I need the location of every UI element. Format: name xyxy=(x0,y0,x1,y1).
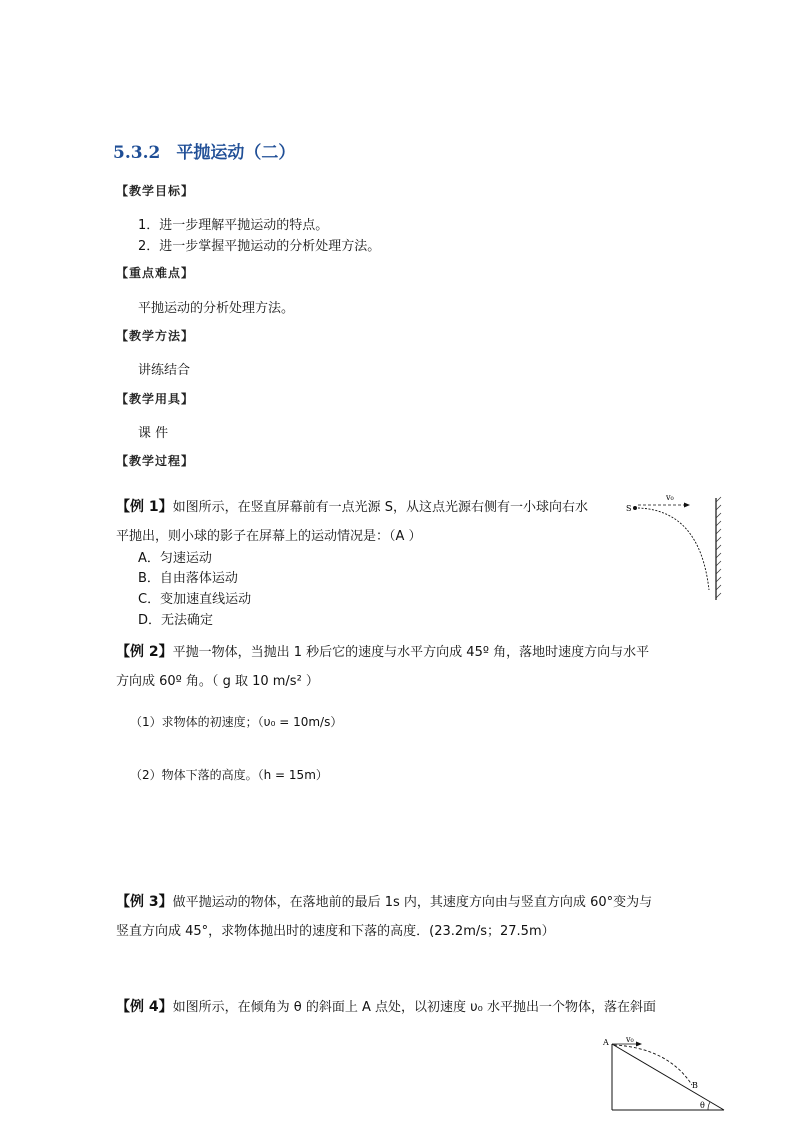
ex1-fig-v0-label: v₀ xyxy=(666,493,674,502)
title-text: 平抛运动（二） xyxy=(176,143,296,163)
tools-header: 【教学用具】 xyxy=(116,392,195,406)
light-source-dot xyxy=(633,506,637,510)
velocity-arrowhead xyxy=(684,503,690,508)
goal-header: 【教学目标】 xyxy=(116,184,195,198)
ex2-line2: 方向成 60º 角。（ g 取 10 m/s² ） xyxy=(116,674,319,689)
tools-text: 课 件 xyxy=(138,426,169,441)
ex4-fig-b-label: B xyxy=(692,1081,698,1090)
ex3-tag: 【例 3】 xyxy=(116,894,173,910)
ex4-fig-theta-label: θ xyxy=(700,1101,705,1110)
ex3-line1 xyxy=(116,891,652,911)
screen-hatching xyxy=(716,497,721,598)
angle-arc xyxy=(708,1102,710,1110)
ex1-option-c: C．变加速直线运动 xyxy=(138,592,252,607)
ex2-line1 xyxy=(116,641,649,661)
ex3-text: 做平抛运动的物体，在落地前的最后 1s 内，其速度方向由与竖直方向成 60°变为与 xyxy=(172,895,653,910)
method-text: 讲练结合 xyxy=(138,363,191,378)
ex1-option-a: A．匀速运动 xyxy=(138,551,212,566)
page-title xyxy=(113,138,295,163)
goal-item-1: 1．进一步理解平抛运动的特点。 xyxy=(138,218,329,233)
ex1-option-b: B．自由落体运动 xyxy=(138,571,238,586)
ex4-fig-a-label: A xyxy=(603,1038,609,1047)
ex4-line1 xyxy=(116,996,656,1016)
title-number: 5.3.2 xyxy=(113,143,161,163)
key-header: 【重点难点】 xyxy=(116,266,195,280)
ex3-line2: 竖直方向成 45°，求物体抛出时的速度和下落的高度．(23.2m/s；27.5m） xyxy=(116,924,555,939)
ex2-question-1: （1）求物体的初速度；（υ₀ = 10m/s） xyxy=(130,715,343,729)
method-header: 【教学方法】 xyxy=(116,329,195,343)
ex1-tag: 【例 1】 xyxy=(116,499,173,515)
ex4-tag: 【例 4】 xyxy=(116,999,173,1015)
ex1-option-d: D．无法确定 xyxy=(138,613,214,628)
incline-line xyxy=(612,1044,724,1110)
ex2-text: 平抛一物体，当抛出 1 秒后它的速度与水平方向成 45º 角，落地时速度方向与水平 xyxy=(172,645,650,660)
trajectory-curve xyxy=(614,1045,692,1085)
ex1-text: 如图所示，在竖直屏幕前有一点光源 S，从这点光源右侧有一小球向右水 xyxy=(172,500,589,515)
ex2-question-2: （2）物体下落的高度。（h = 15m） xyxy=(130,768,328,782)
ex4-figure xyxy=(598,1034,730,1114)
ex2-tag: 【例 2】 xyxy=(116,644,173,660)
ex1-line1 xyxy=(116,496,588,516)
trajectory-curve xyxy=(638,508,709,590)
ex4-text: 如图所示，在倾角为 θ 的斜面上 A 点处，以初速度 υ₀ 水平抛出一个物体，落在斜面 xyxy=(172,1000,656,1015)
velocity-arrowhead xyxy=(636,1042,642,1047)
ex1-line2: 平抛出，则小球的影子在屏幕上的运动情况是：（A ） xyxy=(116,529,422,544)
key-text: 平抛运动的分析处理方法。 xyxy=(138,301,295,316)
ex1-fig-s-label: S xyxy=(626,504,632,513)
goal-item-2: 2．进一步掌握平抛运动的分析处理方法。 xyxy=(138,239,381,254)
process-header: 【教学过程】 xyxy=(116,454,195,468)
ex1-figure xyxy=(620,488,730,604)
ex4-fig-v0-label: v₀ xyxy=(626,1035,634,1044)
